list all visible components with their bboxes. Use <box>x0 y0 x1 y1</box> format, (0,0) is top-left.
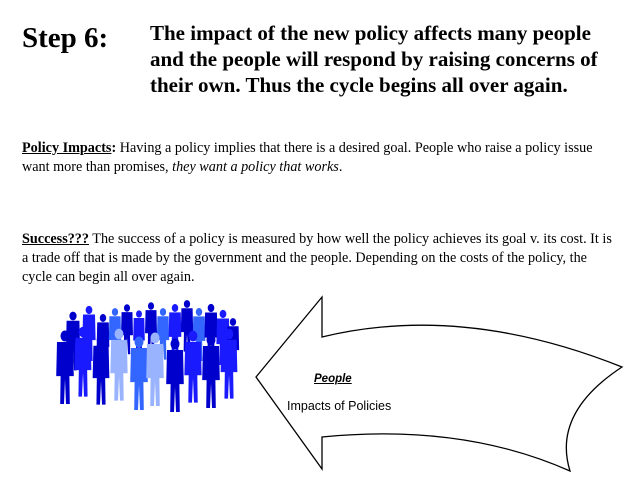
step-label: Step 6: <box>22 22 109 54</box>
step-description: The impact of the new policy affects many people and the people will respond by raising concerns of their own. Thus the cycle begins all over again. <box>150 21 598 97</box>
policy-impacts-end: . <box>338 159 343 175</box>
person-figure <box>130 337 148 411</box>
policy-impacts-paragraph <box>22 139 618 177</box>
success-paragraph <box>22 230 618 287</box>
policy-impacts-label: Policy Impacts <box>22 140 112 156</box>
people-crowd-image <box>55 288 245 463</box>
curved-arrow-shape <box>252 295 632 473</box>
arrow-title: People <box>314 373 352 385</box>
policy-impacts-text: Having a policy implies that there is a desired goal. People who raise a policy issue want more than promises, <box>22 140 593 175</box>
person-figure <box>202 335 220 409</box>
policy-impacts-colon: : <box>111 140 117 156</box>
policy-impacts-emphasis: they want a policy that works <box>172 159 339 175</box>
arrow-text: Impacts of Policies <box>287 399 392 413</box>
person-figure <box>166 339 184 413</box>
success-label: Success??? <box>22 231 89 247</box>
success-text: The success of a policy is measured by how well the policy achieves its goal v. its cost. It is a trade off that is made by the government and the people. Depending on the costs of the policy, the cycle can begin all over again. <box>22 231 612 285</box>
